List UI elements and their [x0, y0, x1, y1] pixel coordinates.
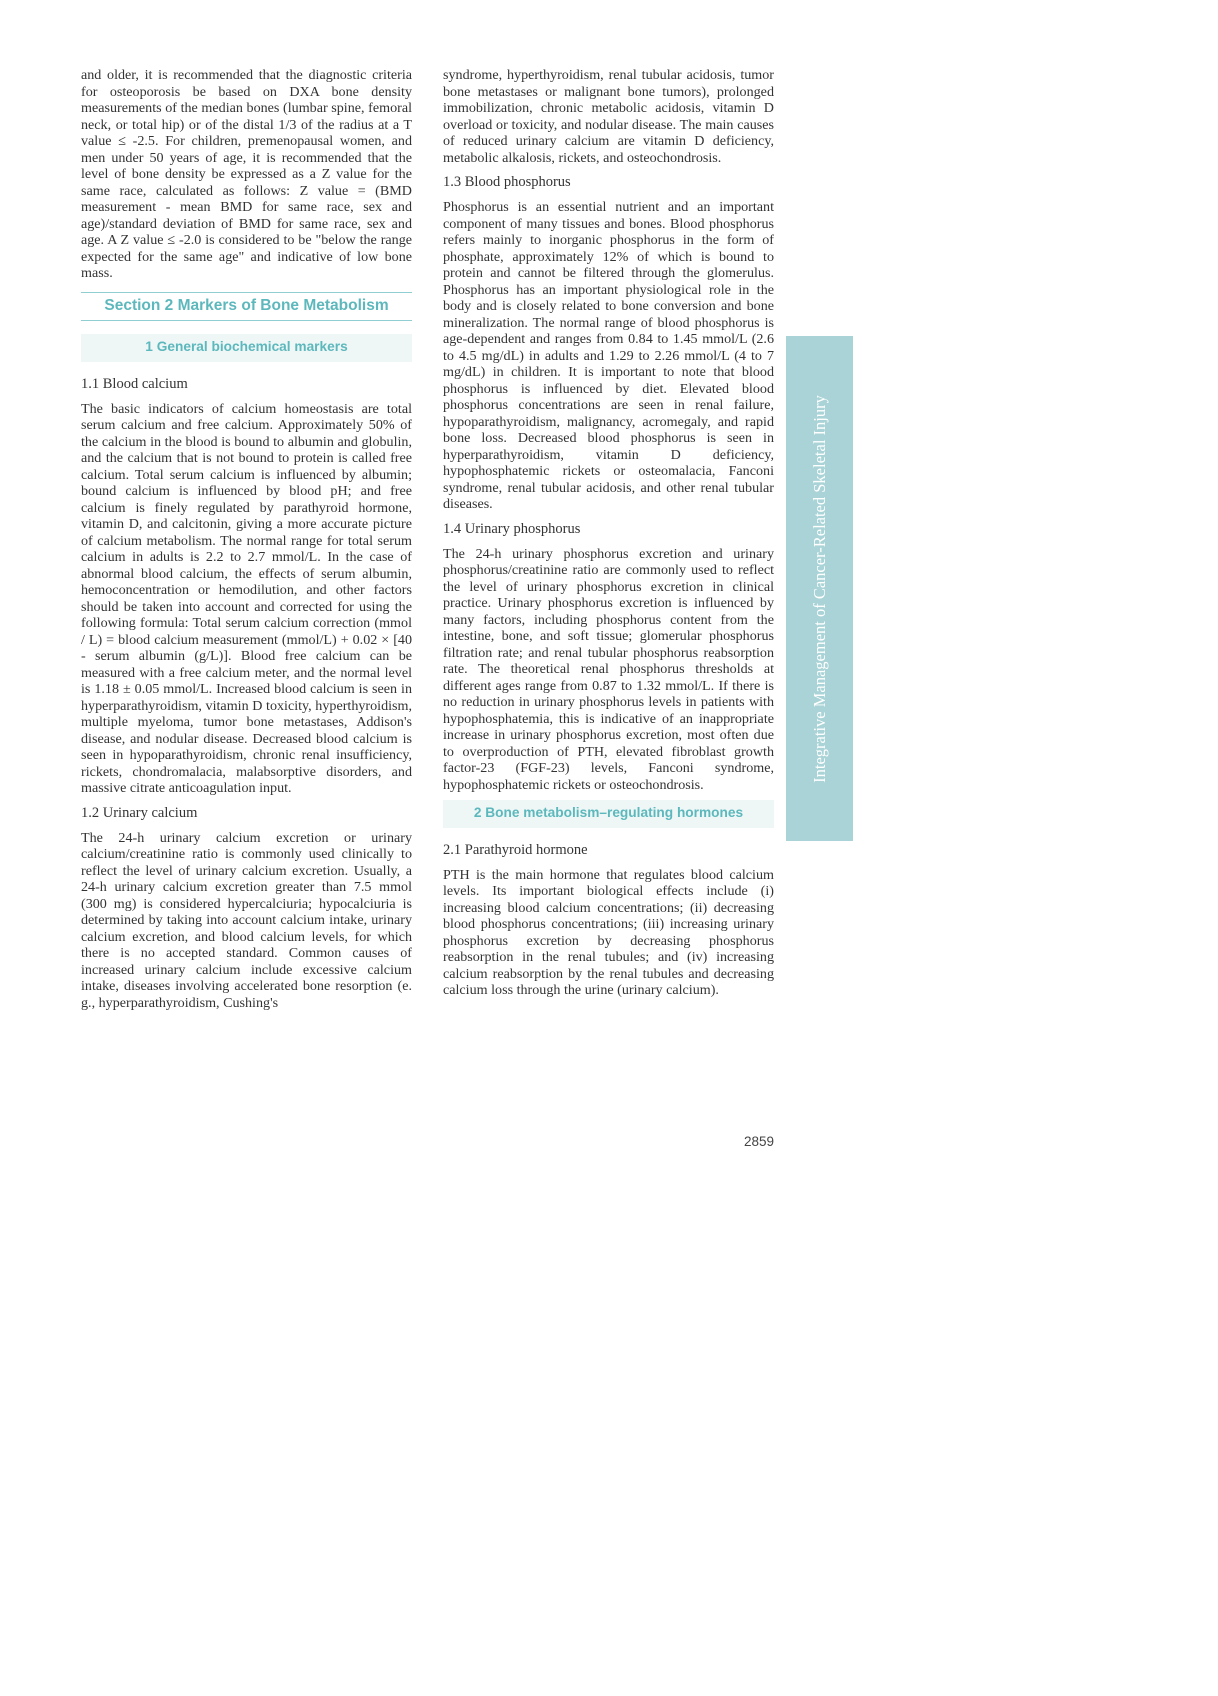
paragraph-blood-phosphorus: Phosphorus is an essential nutrient and an important component of many tissues and bones. Blood phosphorus refers mainly to inorganic phosphorus in the form of phosphate, approximately 12% of which is bound to protein and cannot be filtered through the glomerulus. Phosphorus has an important physiological role in the body and is closely related to bone conversion and bone mineralization. The normal range of blood phosphorus is age-dependent and ranges from 0.84 to 1.45 mmol/L (2.6 to 4.5 mg/dL) in adults and 1.29 to 2.26 mmol/L (4 to 7 mg/dL) in children. It is important to note that blood phosphorus is influenced by diet. Elevated blood phosphorus concentrations are seen in renal failure, hypoparathyroidism, malignancy, acromegaly, and rapid bone loss. Decreased blood phosphorus is seen in hyperparathyroidism, vitamin D deficiency, hypophosphatemic rickets or osteomalacia, Fanconi syndrome, renal tubular acidosis, and other renal tubular diseases.	[443, 199, 774, 512]
page-number: 2859	[743, 1134, 774, 1149]
paragraph-blood-calcium: The basic indicators of calcium homeostasis are total serum calcium and free calcium. Approximately 50% of the calcium in the blood is bound to albumin and globulin, and the calcium that is not bound to protein is called free calcium. Total serum calcium is influenced by albumin; bound calcium is influenced by blood pH; and free calcium is finely regulated by parathyroid hormone, vitamin D, and calcitonin, giving a more accurate picture of calcium metabolism. The normal range for total serum calcium in adults is 2.2 to 2.7 mmol/L. In the case of abnormal blood calcium, the effects of serum albumin, hemoconcentration or hemodilution, and other factors should be taken into account and corrected for using the following formula: Total serum calcium correction (mmol / L) = blood calcium measurement (mmol/L) + 0.02 × [40 - serum albumin (g/L)]. Blood free calcium can be measured with a free calcium meter, and the normal level is 1.18 ± 0.05 mmol/L. Increased blood calcium is seen in hyperparathyroidism, vitamin D toxicity, hyperthyroidism, multiple myeloma, tumor bone metastases, Addison's disease, and nodular disease. Decreased blood calcium is seen in hypoparathyroidism, chronic renal insufficiency, rickets, chondromalacia, malabsorptive disorders, and massive citrate anticoagulation input.	[81, 400, 412, 796]
subsection-box-title: 1 General biochemical markers	[81, 334, 412, 362]
subsection-box-title-hormones: 2 Bone metabolism–regulating hormones	[443, 800, 774, 828]
paragraph-urinary-calcium: The 24-h urinary calcium excretion or urinary calcium/creatinine ratio is commonly used clinically to reflect the level of urinary calcium excretion. Usually, a 24-h urinary calcium excretion greater than 7.5 mmol (300 mg) is considered hypercalciuria; hypocalciuria is determined by taking into account calcium intake, urinary calcium excretion, and blood calcium levels, for which there is no accepted standard. Common causes of increased urinary calcium include excessive calcium intake, diseases involving accelerated bone resorption (e. g., hyperparathyroidism, Cushing's	[81, 829, 412, 1011]
side-tab-label: Integrative Management of Cancer-Related Skeletal Injury	[809, 394, 829, 783]
heading-blood-calcium: 1.1 Blood calcium	[81, 375, 188, 392]
side-tab	[786, 336, 853, 841]
heading-urinary-phosphorus: 1.4 Urinary phosphorus	[443, 520, 581, 537]
heading-parathyroid-hormone: 2.1 Parathyroid hormone	[443, 841, 588, 858]
heading-urinary-calcium: 1.2 Urinary calcium	[81, 804, 198, 821]
right-column	[443, 67, 774, 1006]
section-title: Section 2 Markers of Bone Metabolism	[81, 292, 412, 322]
paragraph-urinary-phosphorus: The 24-h urinary phosphorus excretion and urinary phosphorus/creatinine ratio are commonly used to reflect the level of urinary phosphorus excretion in clinical practice. Urinary phosphorus excretion is influenced by many factors, including phosphorus content from the intestine, bone, and soft tissue; glomerular phosphorus filtration rate; and renal tubular phosphorus reabsorption rate. The theoretical renal phosphorus thresholds at different ages range from 0.87 to 1.32 mmol/L. If there is no reduction in urinary phosphorus levels in patients with hypophosphatemia, this is indicative of an inappropriate increase in urinary phosphorus excretion, most often due to overproduction of PTH, elevated fibroblast growth factor-23 (FGF-23) levels, Fanconi syndrome, hypophosphatemic rickets or osteochondrosis.	[443, 545, 774, 793]
heading-blood-phosphorus: 1.3 Blood phosphorus	[443, 174, 571, 190]
paragraph-urinary-calcium-cont: syndrome, hyperthyroidism, renal tubular acidosis, tumor bone metastases or malignant bone tumors), prolonged immobilization, chronic metabolic acidosis, vitamin D overload or toxicity, and nodular disease. The main causes of reduced urinary calcium are vitamin D deficiency, metabolic alkalosis, rickets, and osteochondrosis.	[443, 67, 774, 166]
paragraph-parathyroid-hormone: PTH is the main hormone that regulates blood calcium levels. Its important biological effects include (i) increasing blood calcium concentrations; (ii) decreasing blood phosphorus concentrations; (iii) increasing urinary phosphorus excretion by decreasing phosphorus reabsorption in the renal tubules; and (iv) increasing calcium reabsorption by the renal tubules and decreasing calcium loss through the urine (urinary calcium).	[443, 866, 774, 998]
paragraph-intro: and older, it is recommended that the diagnostic criteria for osteoporosis be based on DXA bone density measurements of the median bones (lumbar spine, femoral neck, or total hip) or of the distal 1/3 of the radius at a T value ≤ -2.5. For children, premenopausal women, and men under 50 years of age, it is recommended that the level of bone density be expressed as a Z value for the same race, calculated as follows: Z value = (BMD measurement - mean BMD for same race, sex and age)/standard deviation of BMD for same race, sex and age. A Z value ≤ -2.0 is considered to be "below the range expected for the same age" and indicative of low bone mass.	[81, 67, 412, 281]
left-column	[81, 67, 412, 1018]
